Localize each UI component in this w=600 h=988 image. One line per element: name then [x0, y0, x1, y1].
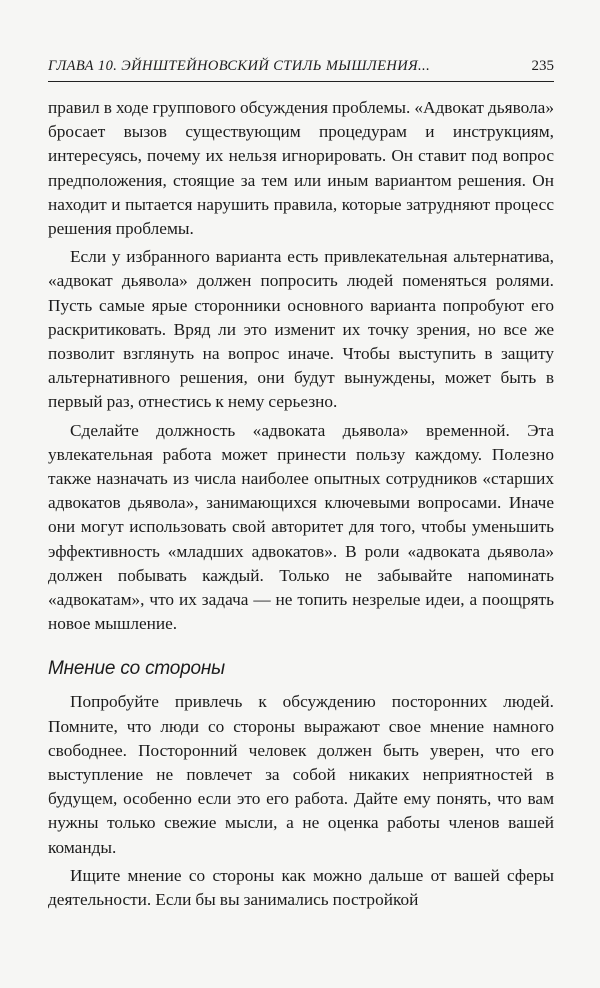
paragraph: Сделайте должность «адвоката дьявола» временной. Эта увлекательная работа может принести пользу каждому. Полезно также назначать из числа наиболее опытных сотрудников «старших адвокатов дьявола», занимающихся ключевыми вопросами. Иначе они могут использовать свой авторитет для того, чтобы уменьшить эффективность «младших адвокатов». В роли «адвоката дьявола» должен побывать каждый. Только не забывайте напоминать «адвокатам», что их задача — не топить незрелые идеи, а поощрять новое мышление. [48, 420, 554, 634]
page-number: 235 [531, 58, 554, 74]
book-page [48, 58, 554, 912]
paragraph-continued: правил в ходе группового обсуждения проблемы. «Адвокат дьявола» бросает вызов существующим процедурам и инструкциям, интересуясь, почему их нельзя игнорировать. Он ставит под вопрос предположения, стоящие за тем или иным вариантом решения. Он находит и пытается нарушить правила, которые затрудняют процесс решения проблемы. [48, 98, 554, 239]
paragraph: Ищите мнение со стороны как можно дальше от вашей сферы деятельности. Если бы вы занимались постройкой [48, 865, 554, 910]
page-body [48, 96, 554, 912]
paragraph: Попробуйте привлечь к обсуждению посторонних людей. Помните, что люди со стороны выражают свое мнение намного свободнее. Посторонний человек должен быть уверен, что его выступление не повлечет за собой никаких неприятностей в будущем, особенно если это его работа. Дайте ему понять, что вам нужны только свежие мысли, а не оценка работы членов вашей команды. [48, 692, 554, 857]
chapter-title: ГЛАВА 10. ЭЙНШТЕЙНОВСКИЙ СТИЛЬ МЫШЛЕНИЯ... [48, 58, 431, 74]
running-header [48, 58, 554, 82]
section-heading: Мнение со стороны [48, 658, 225, 680]
paragraph: Если у избранного варианта есть привлекательная альтернатива, «адвокат дьявола» должен попросить людей поменяться ролями. Пусть самые ярые сторонники основного варианта попробуют его раскритиковать. Вряд ли это изменит их точку зрения, но все же позволит взглянуть на вопрос иначе. Чтобы выступить в защиту альтернативного решения, они будут вынуждены, может быть в первый раз, отнестись к нему серьезно. [48, 247, 554, 412]
